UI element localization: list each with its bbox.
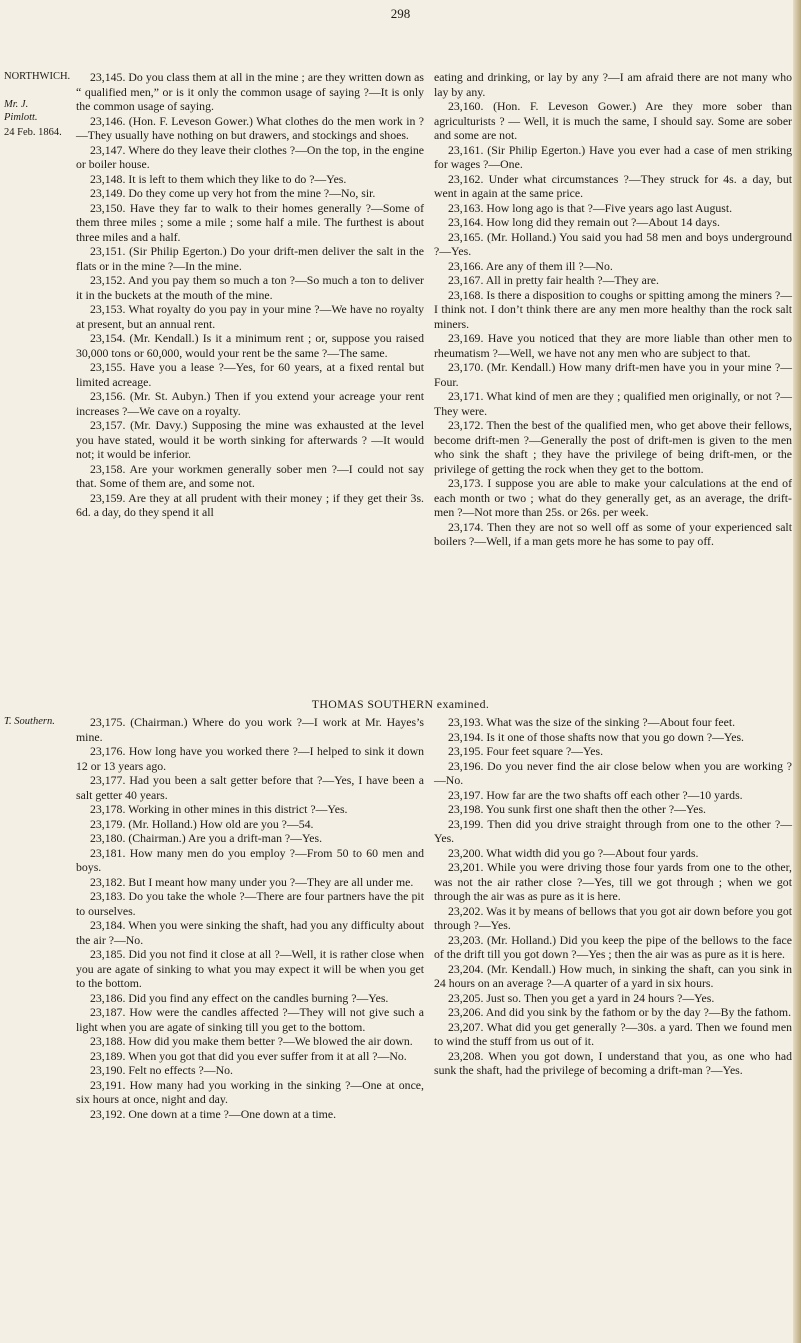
paragraph: 23,198. You sunk first one shaft then the other ?—Yes. — [448, 802, 706, 816]
paragraph: 23,207. What did you get generally ?—30s. a yard. Then we found men to wind the stuff from us out of it. — [434, 1019, 792, 1048]
paragraph: 23,199. Then did you drive straight through from one to the other ?—Yes. — [434, 816, 792, 845]
margin-witness-name: Mr. J. Pimlott. — [4, 99, 38, 123]
paragraph: 23,196. Do you never find the air close below when you are working ?—No. — [434, 758, 792, 787]
paragraph: eating and drinking, or lay by any ?—I am afraid there are not many who lay by any. — [434, 70, 792, 99]
paragraph: 23,159. Are they at all prudent with their money ; if they get their 3s. 6d. a day, do they spend it all — [76, 490, 424, 519]
paragraph: 23,153. What royalty do you pay in your mine ?—We have no royalty at present, but an annual rent. — [76, 302, 424, 331]
paragraph: 23,184. When you were sinking the shaft, had you any difficulty about the air ?—No. — [76, 918, 424, 947]
paragraph: 23,179. (Mr. Holland.) How old are you ?—54. — [90, 816, 314, 831]
paragraph: 23,146. (Hon. F. Leveson Gower.) What clothes do the men work in ?—They usually have nothing on but drawers, and stockings and shoes. — [76, 113, 424, 142]
paragraph: 23,161. (Sir Philip Egerton.) Have you ever had a case of men striking for wages ?—One. — [434, 142, 792, 171]
paragraph: 23,147. Where do they leave their clothes ?—On the top, in the engine or boiler house. — [76, 142, 424, 171]
witness-heading: THOMAS SOUTHERN examined. — [311, 697, 490, 711]
column-left-top — [76, 70, 424, 520]
paragraph: 23,154. (Mr. Kendall.) Is it a minimum rent ; or, suppose you raised 30,000 tons or 60,000, would your rent be the same ?—The same. — [76, 331, 424, 360]
paragraph: 23,197. How far are the two shafts off each other ?—10 yards. — [448, 787, 743, 802]
paragraph: 23,162. Under what circumstances ?—They struck for 4s. a day, but went in again at the same price. — [434, 171, 792, 200]
paragraph: 23,194. Is it one of those shafts now that you go down ?—Yes. — [448, 729, 744, 744]
paragraph: 23,181. How many men do you employ ?—From 50 to 60 men and boys. — [76, 845, 424, 874]
column-right-top — [434, 70, 792, 549]
paragraph: 23,160. (Hon. F. Leveson Gower.) Are they more sober than agriculturists ? — Well, it is much the same, I should say. Some are sober and some are not. — [434, 99, 792, 142]
paragraph: 23,186. Did you find any effect on the candles burning ?—Yes. — [90, 990, 389, 1005]
paragraph: 23,191. How many had you working in the sinking ?—One at once, six hours at once, night and day. — [76, 1077, 424, 1106]
paragraph: 23,158. Are your workmen generally sober men ?—I could not say that. Some of them are, and some not. — [76, 461, 424, 490]
paragraph: 23,174. Then they are not so well off as some of your experienced salt boilers ?—Well, if a man gets more he has some to pay off. — [434, 519, 792, 548]
paragraph: 23,172. Then the best of the qualified men, who get above their fellows, become drift-men ?—Generally the post of drift-men is given to the men who sink the shaft ; they have the privilege of being drift-men, or the privilege of getting the rock when they get to the bottom. — [434, 418, 792, 476]
paragraph: 23,171. What kind of men are they ; qualified men originally, or not ?—They were. — [434, 389, 792, 418]
page-number: 298 — [390, 6, 411, 21]
column-left-bottom — [76, 715, 424, 1121]
paragraph: 23,187. How were the candles affected ?—They will not give such a light when you are agate of sinking till you get to the bottom. — [76, 1005, 424, 1034]
page-edge — [793, 0, 801, 1343]
paragraph: 23,177. Had you been a salt getter before that ?—Yes, I have been a salt getter 40 years. — [76, 773, 424, 802]
paragraph: 23,206. And did you sink by the fathom or by the day ?—By the fathom. — [448, 1005, 792, 1019]
paragraph: 23,190. Felt no effects ?—No. — [90, 1063, 233, 1077]
paragraph: 23,204. (Mr. Kendall.) How much, in sinking the shaft, can you sink in 24 hours on an average ?—A quarter of a yard in six hours. — [434, 961, 792, 990]
paragraph: 23,145. Do you class them at all in the mine ; are they written down as “ qualified men,” or is it only the common usage of saying ?—It is only the common usage of saying. — [76, 70, 424, 113]
paragraph: 23,148. It is left to them which they like to do ?—Yes. — [90, 171, 347, 186]
paragraph: 23,164. How long did they remain out ?—About 14 days. — [448, 215, 720, 229]
paragraph: 23,182. But I meant how many under you ?—They are all under me. — [90, 874, 414, 889]
paragraph: 23,151. (Sir Philip Egerton.) Do your drift-men deliver the salt in the flats or in the mine ?—In the mine. — [76, 244, 424, 273]
paragraph: 23,203. (Mr. Holland.) Did you keep the pipe of the bellows to the face of the drift till you got down ?—Yes ; then the air was as pure as it is here. — [434, 932, 792, 961]
paragraph: 23,201. While you were driving those four yards from one to the other, was not the air rather close ?—Yes, till we got through ; when we got through the air was as pure as it is here. — [434, 860, 792, 903]
paragraph: 23,176. How long have you worked there ?—I helped to sink it down 12 or 13 years ago. — [76, 744, 424, 773]
paragraph: 23,200. What width did you go ?—About four yards. — [448, 845, 699, 860]
margin-witness-name-2: T. Southern. — [4, 716, 55, 727]
paragraph: 23,192. One down at a time ?—One down at a time. — [90, 1106, 337, 1121]
paragraph: 23,193. What was the size of the sinking ?—About four feet. — [448, 715, 736, 729]
paragraph: 23,167. All in pretty fair health ?—They are. — [448, 273, 659, 287]
paragraph: 23,169. Have you noticed that they are more liable than other men to rheumatism ?—Well, we have not any men who are subject to that. — [434, 331, 792, 360]
paragraph: 23,208. When you got down, I understand that you, as one who had sunk the shaft, had the privilege of becoming a drift-man ?—Yes. — [434, 1048, 792, 1077]
paragraph: 23,205. Just so. Then you get a yard in 24 hours ?—Yes. — [448, 990, 715, 1005]
margin-date: 24 Feb. 1864. — [4, 127, 62, 138]
paragraph: 23,152. And you pay them so much a ton ?—So much a ton to deliver it in the buckets at the mouth of the mine. — [76, 273, 424, 302]
column-right-bottom — [434, 715, 792, 1078]
paragraph: 23,202. Was it by means of bellows that you got air down before you got through ?—Yes. — [434, 903, 792, 932]
paragraph: 23,189. When you got that did you ever suffer from it at all ?—No. — [90, 1048, 407, 1063]
paragraph: 23,156. (Mr. St. Aubyn.) Then if you extend your acreage your rent increases ?—We cave on a royalty. — [76, 389, 424, 418]
paragraph: 23,175. (Chairman.) Where do you work ?—I work at Mr. Hayes’s mine. — [76, 715, 424, 744]
paragraph: 23,168. Is there a disposition to coughs or spitting among the miners ?—I think not. I don’t think there are any men more healthy than the rock salt miners. — [434, 287, 792, 331]
paragraph: 23,173. I suppose you are able to make your calculations at the end of each month or two ; what do they generally get, as an average, the drift-men ?—Not more than 25s. or 26s. per week. — [434, 476, 792, 519]
paragraph: 23,178. Working in other mines in this district ?—Yes. — [90, 802, 348, 816]
paragraph: 23,165. (Mr. Holland.) You said you had 58 men and boys underground ?—Yes. — [434, 229, 792, 258]
paragraph: 23,157. (Mr. Davy.) Supposing the mine was exhausted at the level you have stated, would it be worth sinking for afterwards ? —It would not; it would be inferior. — [76, 418, 424, 461]
margin-place-name: NORTHWICH. — [4, 71, 71, 82]
paragraph: 23,155. Have you a lease ?—Yes, for 60 years, at a fixed rental but limited acreage. — [76, 360, 424, 389]
paragraph: 23,149. Do they come up very hot from the mine ?—No, sir. — [90, 186, 376, 200]
paragraph: 23,166. Are any of them ill ?—No. — [448, 258, 613, 273]
paragraph: 23,185. Did you not find it close at all ?—Well, it is rather close when you are agate of sinking to what you may expect it will be when you get to the bottom. — [76, 947, 424, 990]
paragraph: 23,150. Have they far to walk to their homes generally ?—Some of them three miles ; some a mile ; some half a mile. The furthest is about three miles and a half. — [76, 200, 424, 244]
paragraph: 23,163. How long ago is that ?—Five years ago last August. — [448, 200, 733, 215]
paragraph: 23,195. Four feet square ?—Yes. — [448, 744, 604, 758]
paragraph: 23,188. How did you make them better ?—We blowed the air down. — [90, 1034, 413, 1048]
paragraph: 23,170. (Mr. Kendall.) How many drift-men have you in your mine ?—Four. — [434, 360, 792, 389]
paragraph: 23,180. (Chairman.) Are you a drift-man ?—Yes. — [90, 831, 323, 845]
paragraph: 23,183. Do you take the whole ?—There are four partners have the pit to ourselves. — [76, 889, 424, 918]
